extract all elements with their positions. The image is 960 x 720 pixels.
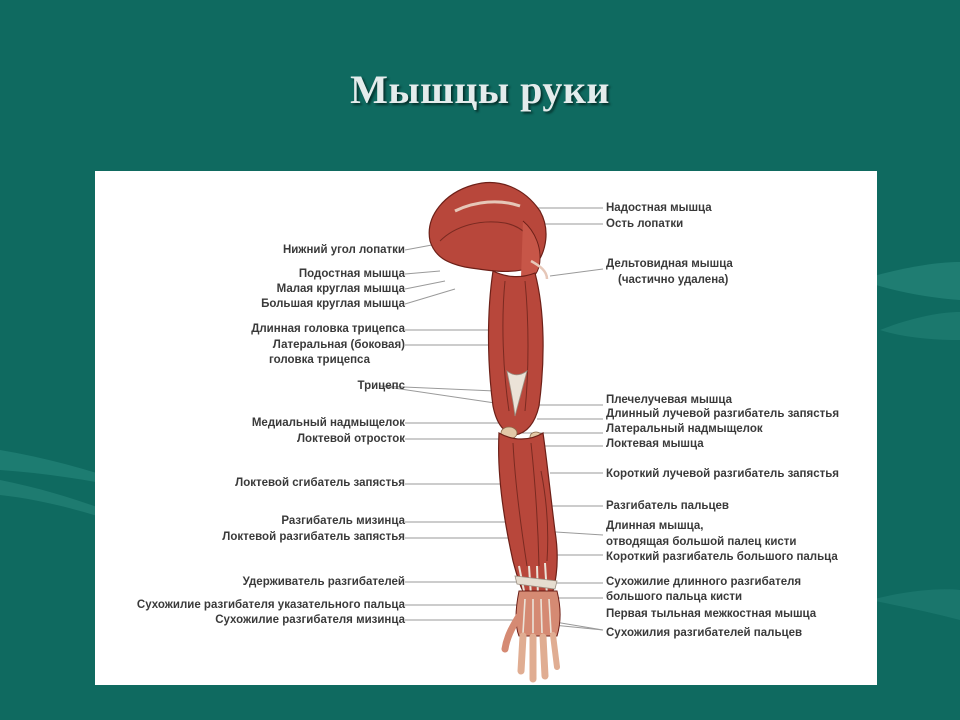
arm-muscles-diagram bbox=[95, 171, 877, 685]
label-flexor-carpi-ulnaris: Локтевой сгибатель запястья bbox=[235, 477, 405, 489]
label-extensor-carpi-radialis-brevis: Короткий лучевой разгибатель запястья bbox=[606, 468, 840, 480]
label-medial-epicondyle: Медиальный надмыщелок bbox=[251, 417, 405, 429]
slide-title: Мышцы руки bbox=[350, 67, 610, 112]
label-triceps-long-head: Длинная головка трицепса bbox=[251, 323, 405, 335]
label-teres-minor: Малая круглая мышца bbox=[276, 283, 405, 295]
label-triceps-lateral-2: головка трицепса bbox=[268, 354, 370, 366]
label-anconeus: Локтевая мышца bbox=[606, 438, 704, 450]
label-extensor-pollicis-longus-tendon-2: большого пальца кисти bbox=[606, 591, 743, 603]
label-deltoid-note: (частично удалена) bbox=[618, 274, 729, 286]
label-extensor-digitorum-tendons: Сухожилия разгибателей пальцев bbox=[606, 627, 803, 639]
label-first-dorsal-interosseous: Первая тыльная межкостная мышца bbox=[606, 608, 817, 620]
label-lateral-epicondyle: Латеральный надмыщелок bbox=[606, 423, 763, 435]
label-supraspinatus: Надостная мышца bbox=[606, 202, 712, 214]
label-extensor-retinaculum: Удерживатель разгибателей bbox=[242, 576, 405, 588]
label-infraspinatus: Подостная мышца bbox=[298, 268, 405, 280]
label-inferior-angle-scapula: Нижний угол лопатки bbox=[282, 244, 405, 256]
label-abductor-pollicis-longus-1: Длинная мышца, bbox=[606, 520, 704, 532]
label-extensor-digiti-minimi: Разгибатель мизинца bbox=[281, 515, 405, 527]
label-brachioradialis: Плечелучевая мышца bbox=[606, 394, 732, 406]
label-triceps: Трицепс bbox=[357, 380, 405, 392]
label-teres-major: Большая круглая мышца bbox=[261, 298, 405, 310]
label-olecranon: Локтевой отросток bbox=[296, 433, 405, 445]
label-extensor-digiti-minimi-tendon: Сухожилие разгибателя мизинца bbox=[215, 614, 405, 626]
label-extensor-pollicis-longus-tendon-1: Сухожилие длинного разгибателя bbox=[606, 576, 802, 588]
label-spine-of-scapula: Ость лопатки bbox=[606, 218, 684, 230]
label-abductor-pollicis-longus-2: отводящая большой палец кисти bbox=[606, 536, 797, 548]
label-deltoid: Дельтовидная мышца bbox=[606, 258, 733, 270]
label-extensor-carpi-radialis-longus: Длинный лучевой разгибатель запястья bbox=[606, 408, 840, 420]
label-extensor-digitorum: Разгибатель пальцев bbox=[606, 500, 729, 512]
label-extensor-pollicis-brevis: Короткий разгибатель большого пальца bbox=[606, 551, 838, 563]
label-triceps-lateral-1: Латеральная (боковая) bbox=[272, 339, 405, 351]
label-extensor-carpi-ulnaris: Локтевой разгибатель запястья bbox=[222, 531, 405, 543]
label-extensor-indicis-tendon: Сухожилие разгибателя указательного пальца bbox=[136, 599, 405, 611]
